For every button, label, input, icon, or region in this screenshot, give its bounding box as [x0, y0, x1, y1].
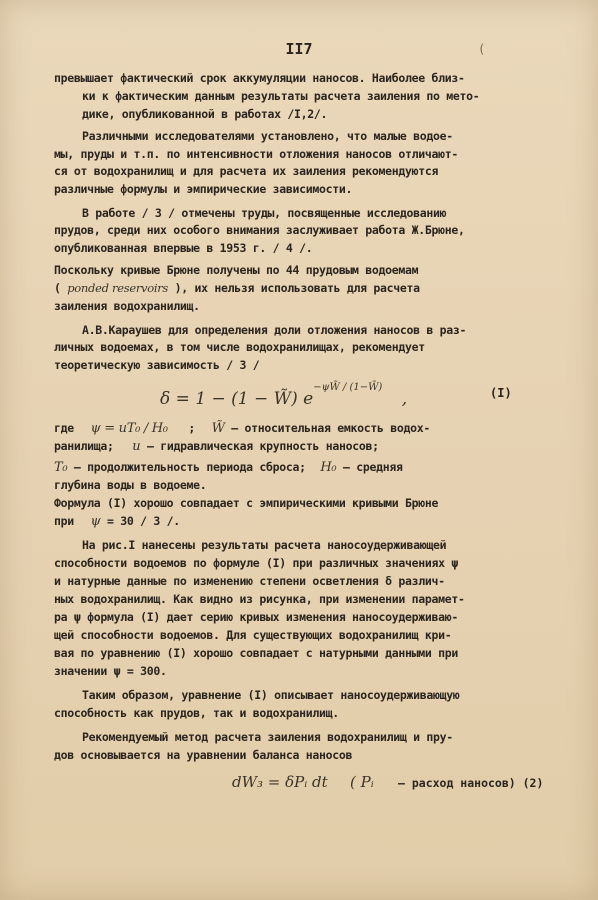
where-lead: где: [54, 421, 74, 435]
formula-2-rest: – расход наносов) (2): [398, 776, 544, 790]
formula-2-paren: ( Pᵢ: [350, 773, 374, 791]
formula-1: [160, 382, 407, 409]
where-line: [54, 420, 534, 438]
text-line: личных водоемах, в том числе водохранилищах, рекомендует: [54, 340, 425, 354]
text-line: теоретическую зависимость / 3 /: [54, 358, 260, 372]
text-line: Таким образом, уравнение (I) описывает наносоудерживающую: [82, 688, 460, 702]
text-line: прудов, среди них особого внимания заслуживает работа Ж.Брюне,: [54, 223, 465, 237]
pencil-mark: (: [478, 42, 486, 56]
text-line: опубликованная впервые в 1953 г. / 4 /.: [54, 241, 313, 255]
text-line: способности водоемов по формуле (I) при различных значениях ψ: [54, 556, 459, 570]
text-line: мы, пруды и т.п. по интенсивности отложения наносов отличают-: [54, 147, 459, 161]
psi-line: [54, 513, 534, 531]
text-line: Различными исследователями установлено, что малые водое-: [82, 129, 453, 143]
text: ранилища;: [54, 439, 114, 453]
text-line: дике, опубликованной в работах /I,2/.: [82, 107, 328, 121]
where-line-3: [54, 459, 534, 477]
t-symbol: T₀: [54, 460, 68, 475]
text-rest: ), их нельзя использовать для расчета: [174, 281, 420, 295]
text-line: глубина воды в водоеме.: [54, 478, 207, 492]
text-line: ных водохранилищ. Как видно из рисунка, при изменении парамет-: [54, 592, 465, 606]
psi-lead: при: [54, 514, 74, 528]
separator: ;: [188, 421, 195, 435]
equation-number-1: (I): [490, 386, 512, 400]
text-line: и натурные данные по изменению степени осветления δ различ-: [54, 574, 445, 588]
text-line: ки к фактическим данным результаты расчета заиления по мето-: [82, 89, 480, 103]
text-line: заиления водохранилищ.: [54, 299, 200, 313]
text-line: Рекомендуемый метод расчета заиления водохранилищ и пру-: [82, 730, 453, 744]
formula-1-exponent: −ψW̃ / (1−W̃): [313, 382, 383, 393]
w-definition: – относительная емкость водох-: [231, 421, 430, 435]
u-definition: – гидравлическая крупность наносов;: [146, 439, 379, 453]
text-line: ра ψ формула (I) дает серию кривых изменения наносоудерживаю-: [54, 610, 459, 624]
where-line-2: [54, 438, 534, 456]
text-line: В работе / 3 / отмечены труды, посвященные исследованию: [82, 206, 447, 220]
text-line-ponded: [54, 280, 534, 298]
text-line: превышает фактический срок аккумуляции наносов. Наиболее близ-: [54, 71, 465, 85]
formula-1-main: δ = 1 − (1 − W̃) e: [160, 389, 314, 409]
text-line: щей способности водоемов. Для существующих водохранилищ кри-: [54, 628, 452, 642]
page-number: II7: [285, 40, 313, 58]
psi-value: = 30 / 3 /.: [107, 514, 180, 528]
psi-definition: ψ = uT₀ / H₀: [90, 421, 168, 436]
text-line: Поскольку кривые Брюне получены по 44 прудовым водоемам: [54, 263, 419, 277]
text-line: значении ψ = 300.: [54, 664, 167, 678]
psi-symbol: ψ: [90, 514, 101, 529]
w-symbol: W̃: [211, 421, 225, 436]
text-line: А.В.Караушев для определения доли отложения наносов в раз-: [82, 323, 467, 337]
text-line: На рис.I нанесены результаты расчета наносоудерживающей: [82, 538, 447, 552]
formula-1-comma: ,: [401, 389, 408, 409]
text-line: вая по уравнению (I) хорошо совпадает с натурными данными при: [54, 646, 459, 660]
t-definition: – продолжительность периода сброса;: [73, 460, 306, 474]
text-line: Формула (I) хорошо совпадает с эмпирическими кривыми Брюне: [54, 496, 439, 510]
text-line: ся от водохранилищ и для расчета их заиления рекомендуются: [54, 164, 439, 178]
handwritten-ponded-reservoirs: ponded reservoirs: [67, 281, 169, 295]
text-line: способность как прудов, так и водохранилищ.: [54, 706, 339, 720]
text-line: дов основывается на уравнении баланса наносов: [54, 748, 353, 762]
paren-open: (: [54, 281, 61, 295]
formula-2: dW₃ = δPᵢ dt: [232, 773, 328, 791]
text-line: различные формулы и эмпирические зависимости.: [54, 182, 353, 196]
h-symbol: H₀: [320, 460, 337, 475]
h-definition: – средняя: [342, 460, 403, 474]
u-symbol: u: [132, 439, 141, 454]
